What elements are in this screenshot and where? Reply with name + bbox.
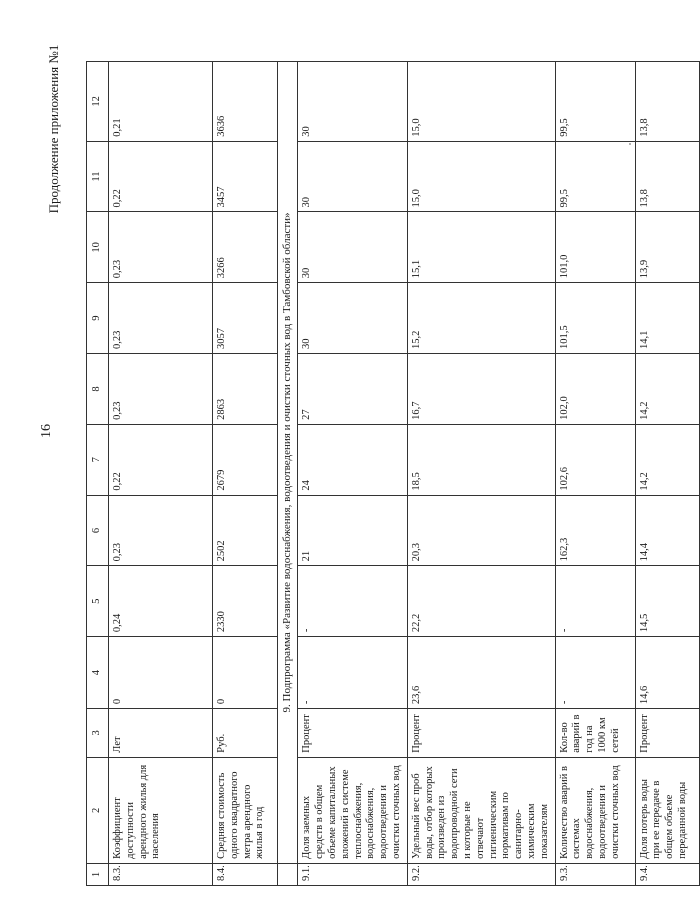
table-cell: 99,5 <box>555 141 635 212</box>
table-cell: 3 <box>87 709 109 758</box>
table-row <box>298 62 407 886</box>
table-cell: 14,2 <box>635 424 699 495</box>
table-cell: 18,5 <box>407 424 555 495</box>
table-cell: 13,8 <box>635 141 699 212</box>
table-cell: 0,24 <box>109 566 213 637</box>
table-cell: 0,22 <box>109 424 213 495</box>
table-cell: Доля потерь воды при ее передаче в общем объеме переданной воды <box>635 757 699 863</box>
table-cell: Коэффициент доступности арендного жилья для населения <box>109 757 213 863</box>
table-cell: 8 <box>87 354 109 425</box>
table-cell: 101,5 <box>555 283 635 354</box>
table-row <box>635 62 699 886</box>
table-cell: Кол-во аварий в год на 1000 км сетей <box>555 709 635 758</box>
table-cell: 2330 <box>213 566 278 637</box>
table-cell: 30 <box>298 62 407 142</box>
table-cell: 101,0 <box>555 212 635 283</box>
table-cell: 8.4. <box>213 863 278 885</box>
table-cell: 16,7 <box>407 354 555 425</box>
table-cell: 14,4 <box>635 495 699 566</box>
table-row <box>407 62 555 886</box>
table-cell: 24 <box>298 424 407 495</box>
table-cell: 12 <box>87 62 109 142</box>
table-cell: Руб. <box>213 709 278 758</box>
header-row <box>87 62 109 886</box>
table-cell: 102,0 <box>555 354 635 425</box>
table-cell: 30 <box>298 141 407 212</box>
table-cell: Процент <box>407 709 555 758</box>
table-cell: 0,23 <box>109 283 213 354</box>
table-cell: 0 <box>213 637 278 709</box>
table-cell: Удельный вес проб воды, отбор которых произведен из водопроводной сети и которые не отвечают гигиеническим нормативам по санитарно-химическим показателям <box>407 757 555 863</box>
appendix-caption: Продолжение приложения №1 <box>46 44 61 214</box>
table-cell: 22,2 <box>407 566 555 637</box>
table-row <box>109 62 213 886</box>
table-cell: 8.3. <box>109 863 213 885</box>
table-cell: 27 <box>298 354 407 425</box>
table-cell: 14,2 <box>635 354 699 425</box>
table-cell: Средняя стоимость одного квадратного метра арендного жилья в год <box>213 757 278 863</box>
table-cell: 14,6 <box>635 637 699 709</box>
rotated-table-wrapper <box>86 61 688 886</box>
table-cell: 3266 <box>213 212 278 283</box>
table-cell: 0,23 <box>109 495 213 566</box>
table-cell: 2863 <box>213 354 278 425</box>
table-row <box>555 62 635 886</box>
empty-cell <box>278 863 298 885</box>
table-cell: 0,23 <box>109 212 213 283</box>
table-cell: 3636 <box>213 62 278 142</box>
table-cell: 9 <box>87 283 109 354</box>
table-cell: 21 <box>298 495 407 566</box>
table-cell: 15,0 <box>407 62 555 142</box>
table-cell: 3057 <box>213 283 278 354</box>
table-cell: 5 <box>87 566 109 637</box>
table-body <box>87 62 700 886</box>
table-cell: 20,3 <box>407 495 555 566</box>
subprogram-title: 9. Подпрограмма «Развитие водоснабжения, водоотведения и очистки сточных вод в Тамбовской области» <box>278 62 298 864</box>
table-cell: 7 <box>87 424 109 495</box>
indicators-table <box>86 61 700 886</box>
table-cell: - <box>555 637 635 709</box>
table-cell: Лет <box>109 709 213 758</box>
table-cell: - <box>298 637 407 709</box>
table-cell: 1 <box>87 863 109 885</box>
table-cell: Количество аварий в системах водоснабжения, водоотведения и очистки сточных вод <box>555 757 635 863</box>
table-cell: 23,6 <box>407 637 555 709</box>
table-cell: 6 <box>87 495 109 566</box>
table-cell: 99,5 <box>555 62 635 142</box>
table-cell: 0,22 <box>109 141 213 212</box>
table-cell: 10 <box>87 212 109 283</box>
page-number: 16 <box>39 424 54 438</box>
table-cell: 9.3. <box>555 863 635 885</box>
table-cell: 11 <box>87 141 109 212</box>
table-cell: 9.1. <box>298 863 407 885</box>
table-cell: 3457 <box>213 141 278 212</box>
table-cell: 30 <box>298 283 407 354</box>
subprogram-row <box>278 62 298 886</box>
table-cell: 2502 <box>213 495 278 566</box>
table-row <box>213 62 278 886</box>
table-cell: 13,9 <box>635 212 699 283</box>
table-cell: Доля заемных средств в общем объеме капитальных вложений в системе теплоснабжения, водоснабжения, водоотведения и очистки сточных вод <box>298 757 407 863</box>
table-cell: 14,1 <box>635 283 699 354</box>
table-cell: 14,5 <box>635 566 699 637</box>
table-cell: 162,3 <box>555 495 635 566</box>
table-cell: 15,2 <box>407 283 555 354</box>
table-cell: - <box>298 566 407 637</box>
table-cell: 0 <box>109 637 213 709</box>
table-cell: 30 <box>298 212 407 283</box>
table-cell: 9.4. <box>635 863 699 885</box>
table-cell: 9.2. <box>407 863 555 885</box>
table-cell: 0,21 <box>109 62 213 142</box>
table-cell: 4 <box>87 637 109 709</box>
table-cell: 0,23 <box>109 354 213 425</box>
table-cell: - <box>555 566 635 637</box>
table-cell: 2 <box>87 757 109 863</box>
table-cell: 15,0 <box>407 141 555 212</box>
table-cell: 2679 <box>213 424 278 495</box>
table-cell: 13,8 <box>635 62 699 142</box>
table-cell: Процент <box>298 709 407 758</box>
table-cell: Процент <box>635 709 699 758</box>
table-cell: 102,6 <box>555 424 635 495</box>
table-cell: 15,1 <box>407 212 555 283</box>
